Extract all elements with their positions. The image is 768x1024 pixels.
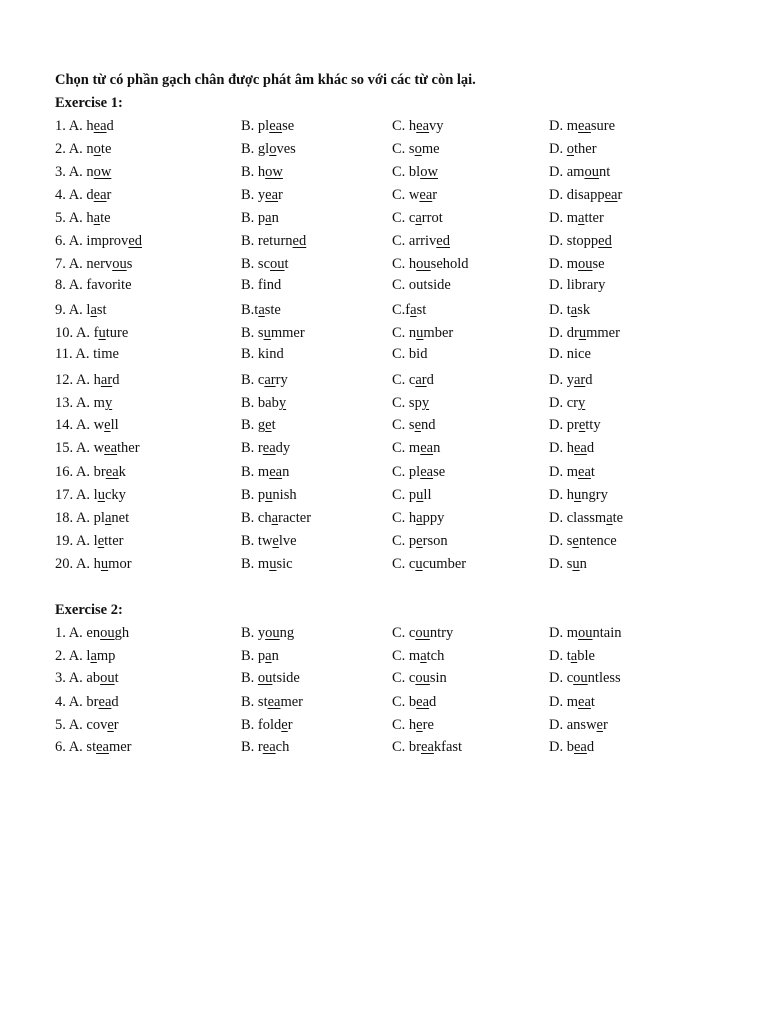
question-row (0, 670, 768, 690)
option-b: B. please (241, 118, 295, 134)
option-word: disappear (566, 187, 623, 203)
option-word: gloves (257, 141, 296, 157)
option-d: D. other (549, 141, 597, 157)
option-c: C. happy (392, 510, 445, 526)
option-word: my (93, 395, 113, 411)
option-b: B. summer (241, 325, 305, 341)
option-c: C. cousin (392, 670, 447, 686)
option-d: D. library (549, 277, 606, 293)
option-c: C.fast (392, 302, 427, 318)
option-word: sentence (566, 533, 617, 549)
option-a: 18. A. planet (55, 510, 130, 526)
option-word: carrot (408, 210, 443, 226)
option-c: C. pull (392, 487, 432, 503)
option-b: B. scout (241, 256, 289, 272)
option-a: 20. A. humor (55, 556, 132, 572)
option-a: 5. A. hate (55, 210, 111, 226)
option-word: cry (566, 395, 586, 411)
option-d: D. yard (549, 372, 593, 388)
option-word: hate (86, 210, 111, 226)
option-b: B. ready (241, 440, 291, 456)
option-a: 2. A. lamp (55, 648, 116, 664)
question-row (0, 464, 768, 484)
option-b: B. find (241, 277, 282, 293)
option-c: C. mean (392, 440, 441, 456)
option-word: letter (93, 533, 124, 549)
option-word: wear (408, 187, 438, 203)
option-a: 16. A. break (55, 464, 126, 480)
option-a: 5. A. cover (55, 717, 119, 733)
option-word: young (257, 625, 295, 641)
option-b: B. baby (241, 395, 287, 411)
option-d: D. bead (549, 739, 595, 755)
option-a: 6. A. improved (55, 233, 142, 249)
option-a: 12. A. hard (55, 372, 120, 388)
option-d: D. head (549, 440, 595, 456)
question-row (0, 625, 768, 645)
option-word: other (566, 141, 597, 157)
option-word: fast (405, 302, 427, 318)
option-d: D. disappear (549, 187, 623, 203)
question-row (0, 533, 768, 553)
option-word: improved (86, 233, 142, 249)
option-word: classmate (566, 510, 624, 526)
question-row (0, 739, 768, 759)
option-a: 2. A. note (55, 141, 112, 157)
option-c: C. heavy (392, 118, 444, 134)
option-d: D. meat (549, 464, 595, 480)
option-d: D. sun (549, 556, 587, 572)
option-word: card (408, 372, 434, 388)
option-word: here (408, 717, 434, 733)
option-c: C. some (392, 141, 440, 157)
option-b: B. twelve (241, 533, 297, 549)
option-word: number (408, 325, 454, 341)
option-b: B.taste (241, 302, 281, 318)
option-b: B. young (241, 625, 295, 641)
option-d: D. nice (549, 346, 591, 362)
option-word: blow (408, 164, 438, 180)
exercise-2-title: Exercise 2: (55, 602, 123, 618)
option-word: hard (93, 372, 120, 388)
option-word: library (566, 277, 606, 293)
question-row (0, 417, 768, 437)
option-c: C. match (392, 648, 445, 664)
option-word: punish (257, 487, 297, 503)
option-word: taste (254, 302, 281, 318)
option-d: D. amount (549, 164, 611, 180)
option-c: C. blow (392, 164, 438, 180)
option-word: well (93, 417, 119, 433)
option-word: head (566, 440, 595, 456)
option-d: D. stopped (549, 233, 612, 249)
option-word: head (86, 118, 114, 134)
option-a: 7. A. nervous (55, 256, 133, 272)
option-a: 14. A. well (55, 417, 119, 433)
option-a: 15. A. weather (55, 440, 140, 456)
option-word: planet (93, 510, 130, 526)
question-row (0, 233, 768, 253)
option-word: please (408, 464, 446, 480)
option-word: enough (86, 625, 130, 641)
option-word: hungry (566, 487, 608, 503)
option-word: twelve (257, 533, 297, 549)
option-word: amount (566, 164, 611, 180)
option-word: heavy (408, 118, 444, 134)
option-word: scout (257, 256, 289, 272)
question-row (0, 717, 768, 737)
option-word: ready (257, 440, 291, 456)
option-b: B. kind (241, 346, 284, 362)
option-a: 4. A. bread (55, 694, 119, 710)
option-word: outside (257, 670, 300, 686)
option-a: 9. A. last (55, 302, 107, 318)
option-b: B. reach (241, 739, 290, 755)
option-b: B. how (241, 164, 283, 180)
question-row (0, 487, 768, 507)
option-c: C. card (392, 372, 434, 388)
option-word: household (408, 256, 469, 272)
option-word: year (257, 187, 283, 203)
option-word: character (257, 510, 312, 526)
option-a: 4. A. dear (55, 187, 112, 203)
option-c: C. cucumber (392, 556, 467, 572)
option-d: D. cry (549, 395, 586, 411)
option-a: 19. A. letter (55, 533, 124, 549)
question-row (0, 556, 768, 576)
option-word: measure (566, 118, 616, 134)
option-a: 6. A. steamer (55, 739, 132, 755)
option-word: mean (257, 464, 290, 480)
option-word: returned (257, 233, 307, 249)
option-c: C. breakfast (392, 739, 463, 755)
option-d: D. matter (549, 210, 604, 226)
option-word: pan (257, 648, 279, 664)
option-word: favorite (86, 277, 132, 293)
option-word: lamp (86, 648, 116, 664)
option-word: task (566, 302, 591, 318)
question-row (0, 694, 768, 714)
option-word: person (408, 533, 448, 549)
instruction-heading: Chọn từ có phần gạch chân được phát âm khác so với các từ còn lại. (55, 72, 476, 88)
option-word: lucky (93, 487, 126, 503)
option-word: spy (408, 395, 430, 411)
option-d: D. answer (549, 717, 608, 733)
option-a: 1. A. enough (55, 625, 130, 641)
option-b: B. steamer (241, 694, 304, 710)
option-a: 8. A. favorite (55, 277, 132, 293)
option-c: C. here (392, 717, 434, 733)
option-d: D. sentence (549, 533, 617, 549)
option-word: baby (257, 395, 287, 411)
option-b: B. mean (241, 464, 290, 480)
option-d: D. measure (549, 118, 616, 134)
option-word: breakfast (408, 739, 463, 755)
option-a: 3. A. now (55, 164, 112, 180)
exercise-1-title: Exercise 1: (55, 95, 123, 111)
option-word: matter (566, 210, 604, 226)
option-c: C. person (392, 533, 448, 549)
option-word: country (408, 625, 454, 641)
option-word: happy (408, 510, 445, 526)
option-c: C. number (392, 325, 454, 341)
question-row (0, 277, 768, 297)
option-c: C. arrived (392, 233, 450, 249)
option-b: B. punish (241, 487, 297, 503)
question-row (0, 395, 768, 415)
option-word: time (93, 346, 119, 362)
option-word: folder (257, 717, 293, 733)
option-d: D. meat (549, 694, 595, 710)
option-b: B. outside (241, 670, 300, 686)
option-word: countless (566, 670, 621, 686)
option-word: meat (566, 694, 595, 710)
option-word: weather (93, 440, 140, 456)
option-d: D. countless (549, 670, 621, 686)
option-word: yard (566, 372, 593, 388)
option-d: D. hungry (549, 487, 608, 503)
question-row (0, 256, 768, 276)
option-word: steamer (86, 739, 132, 755)
option-word: please (257, 118, 295, 134)
option-word: nervous (86, 256, 133, 272)
option-word: table (566, 648, 595, 664)
option-word: mean (408, 440, 441, 456)
option-d: D. mouse (549, 256, 605, 272)
option-word: stopped (566, 233, 612, 249)
option-b: B. returned (241, 233, 307, 249)
question-row (0, 210, 768, 230)
option-c: C. carrot (392, 210, 443, 226)
option-word: summer (257, 325, 305, 341)
option-a: 11. A. time (55, 346, 119, 362)
option-word: mountain (566, 625, 622, 641)
question-row (0, 510, 768, 530)
option-d: D. mountain (549, 625, 622, 641)
option-word: get (257, 417, 276, 433)
question-row (0, 440, 768, 460)
option-c: C. spy (392, 395, 430, 411)
question-row (0, 141, 768, 161)
option-word: last (86, 302, 107, 318)
option-b: B. character (241, 510, 312, 526)
option-c: C. please (392, 464, 446, 480)
question-row (0, 118, 768, 138)
question-row (0, 164, 768, 184)
option-word: drummer (566, 325, 620, 341)
option-word: match (408, 648, 445, 664)
question-row (0, 187, 768, 207)
option-word: find (257, 277, 282, 293)
option-c: C. country (392, 625, 454, 641)
option-word: meat (566, 464, 595, 480)
option-word: note (86, 141, 112, 157)
option-word: bid (408, 346, 428, 362)
option-d: D. drummer (549, 325, 620, 341)
option-word: how (257, 164, 283, 180)
option-word: dear (86, 187, 112, 203)
option-c: C. household (392, 256, 469, 272)
question-row (0, 372, 768, 392)
option-a: 3. A. about (55, 670, 119, 686)
option-word: send (408, 417, 436, 433)
option-word: bread (86, 694, 119, 710)
option-d: D. pretty (549, 417, 601, 433)
option-b: B. folder (241, 717, 293, 733)
option-b: B. pan (241, 210, 279, 226)
option-c: C. wear (392, 187, 438, 203)
question-row (0, 648, 768, 668)
option-word: music (257, 556, 293, 572)
option-word: nice (566, 346, 591, 362)
option-word: some (408, 141, 440, 157)
option-word: reach (257, 739, 290, 755)
option-c: C. bead (392, 694, 437, 710)
option-b: B. carry (241, 372, 288, 388)
option-word: pretty (566, 417, 601, 433)
option-word: carry (257, 372, 288, 388)
option-word: arrived (408, 233, 450, 249)
option-word: steamer (257, 694, 304, 710)
option-word: mouse (566, 256, 605, 272)
option-word: about (86, 670, 119, 686)
option-word: now (86, 164, 112, 180)
option-word: outside (408, 277, 451, 293)
option-word: sun (566, 556, 587, 572)
option-word: kind (257, 346, 284, 362)
question-row (0, 302, 768, 322)
option-word: cousin (408, 670, 447, 686)
option-word: pan (257, 210, 279, 226)
option-word: cucumber (408, 556, 467, 572)
option-a: 13. A. my (55, 395, 113, 411)
option-c: C. bid (392, 346, 428, 362)
option-word: answer (566, 717, 608, 733)
option-word: future (93, 325, 129, 341)
option-word: bead (566, 739, 595, 755)
option-word: humor (93, 556, 132, 572)
option-word: bead (408, 694, 437, 710)
option-b: B. get (241, 417, 276, 433)
option-b: B. music (241, 556, 293, 572)
option-b: B. pan (241, 648, 279, 664)
option-c: C. send (392, 417, 436, 433)
option-d: D. classmate (549, 510, 624, 526)
question-row (0, 325, 768, 345)
option-b: B. gloves (241, 141, 296, 157)
option-b: B. year (241, 187, 283, 203)
option-d: D. task (549, 302, 591, 318)
option-a: 1. A. head (55, 118, 114, 134)
question-row (0, 346, 768, 366)
option-word: pull (408, 487, 432, 503)
option-word: cover (86, 717, 119, 733)
option-a: 17. A. lucky (55, 487, 126, 503)
option-a: 10. A. future (55, 325, 129, 341)
option-d: D. table (549, 648, 595, 664)
option-c: C. outside (392, 277, 451, 293)
option-word: break (93, 464, 126, 480)
